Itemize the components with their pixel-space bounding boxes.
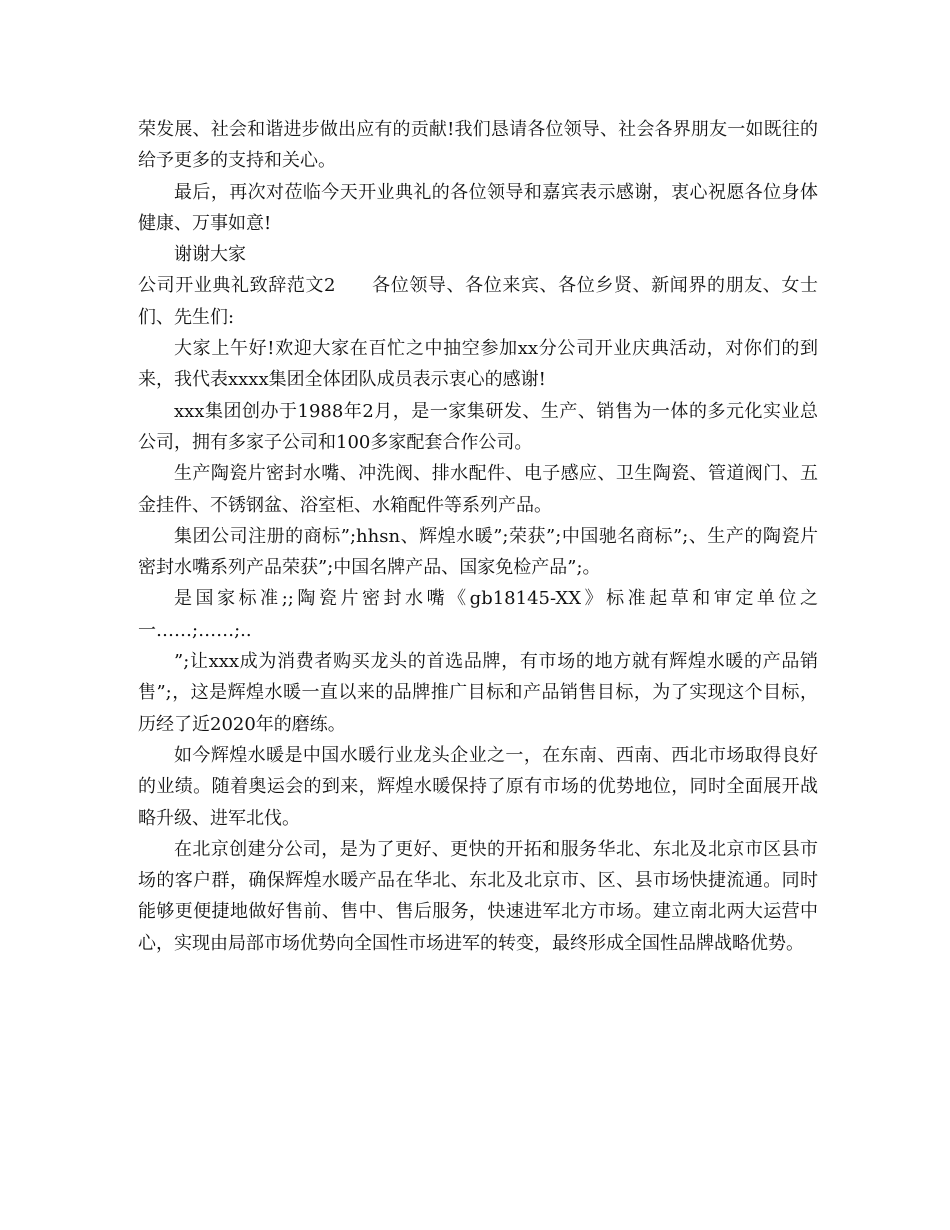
paragraph-6: xxx集团创办于1988年2月，是一家集研发、生产、销售为一体的多元化实业总公司，拥有多家子公司和100多家配套合作公司。 (138, 400, 818, 453)
paragraph-1: 荣发展、社会和谐进步做出应有的贡献!我们恳请各位领导、社会各界朋友一如既往的给予更多的支持和关心。 (138, 119, 818, 172)
section-heading: 公司开业典礼致辞范文2 (138, 275, 336, 297)
heading-continuation: 各位领导、各位来宾、各位乡贤、新闻界的朋友、女士们、先生们: (138, 275, 819, 328)
paragraph-3: 谢谢大家 (174, 244, 246, 266)
paragraph-8: 集团公司注册的商标”;hhsn、辉煌水暖”;荣获”;中国驰名商标”;、生产的陶瓷片密封水嘴系列产品荣获”;中国名牌产品、国家免检产品”;。 (138, 525, 818, 579)
paragraph-5: 大家上午好!欢迎大家在百忙之中抽空参加xx分公司开业庆典活动，对你们的到来，我代表xxxx集团全体团队成员表示衷心的感谢! (138, 338, 818, 391)
paragraph-12: 在北京创建分公司，是为了更好、更快的开拓和服务华北、东北及北京市区县市场的客户群，确保辉煌水暖产品在华北、东北及北京市、区、县市场快捷流通。同时能够更便捷地做好售前、售中、售后服务，快速进军北方市场。建立南北两大运营中心，实现由局部市场优势向全国性市场进军的转变，最终形成全国性品牌战略优势。 (138, 838, 818, 954)
document-body (138, 114, 818, 959)
paragraph-7: 生产陶瓷片密封水嘴、冲洗阀、排水配件、电子感应、卫生陶瓷、管道阀门、五金挂件、不锈钢盆、浴室柜、水箱配件等系列产品。 (138, 463, 818, 516)
paragraph-10: ”;让xxx成为消费者购买龙头的首选品牌，有市场的地方就有辉煌水暖的产品销售”;，这是辉煌水暖一直以来的品牌推广目标和产品销售目标，为了实现这个目标，历经了近2020年的磨练。 (138, 651, 818, 735)
paragraph-9: 是国家标准;;陶瓷片密封水嘴《gb18145-XX》标准起草和审定单位之一……;……;.. (138, 588, 818, 641)
section-heading-line (138, 270, 818, 333)
paragraph-11: 如今辉煌水暖是中国水暖行业龙头企业之一，在东南、西南、西北市场取得良好的业绩。随着奥运会的到来，辉煌水暖保持了原有市场的优势地位，同时全面展开战略升级、进军北伐。 (138, 744, 818, 829)
paragraph-2: 最后，再次对莅临今天开业典礼的各位领导和嘉宾表示感谢，衷心祝愿各位身体健康、万事如意! (138, 181, 818, 234)
